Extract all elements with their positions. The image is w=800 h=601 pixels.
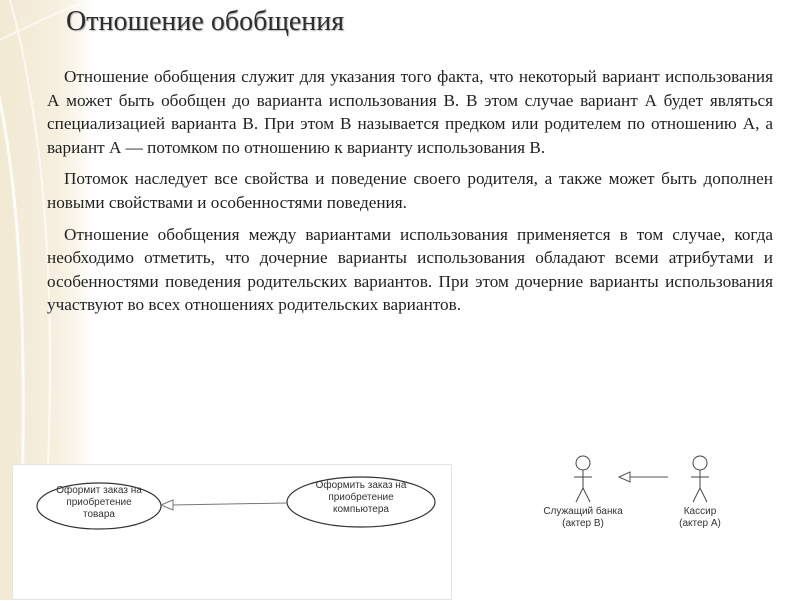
page-title: Отношение обобщения bbox=[66, 6, 345, 37]
child-actor-figure bbox=[691, 456, 709, 502]
actor-generalization-arrowhead bbox=[619, 472, 630, 482]
paragraph-1: Отношение обобщения служит для указания того факта, что некоторый вариант использования А может быть обобщен до варианта использования В. В этом случае вариант А будет являться специализацией варианта В. При этом В называется предком или родителем по отношению А, а вариант А — потомком по отношению к варианту использования В. bbox=[47, 67, 773, 157]
child-actor-role: (актер А) bbox=[679, 518, 721, 529]
paragraph-3: Отношение обобщения между вариантами использования применяется в том случае, когда необходимо отметить, что дочерние варианты использования обладают всеми атрибутами и особенностями поведения родительских вариантов. При этом дочерние варианты использования участвуют во всех отношениях родительских вариантов. bbox=[47, 224, 773, 315]
parent-actor-label bbox=[528, 506, 638, 530]
child-actor-name: Кассир bbox=[683, 506, 717, 517]
parent-actor-role: (актер В) bbox=[562, 518, 604, 529]
parent-use-case-label: Оформит заказ на приобретение товара bbox=[56, 485, 142, 520]
parent-actor-name: Служащий банка bbox=[543, 506, 623, 517]
parent-actor-figure bbox=[574, 456, 592, 502]
child-actor-label bbox=[655, 506, 745, 530]
paragraph-2: Потомок наследует все свойства и поведение своего родителя, а также может быть дополнен новыми свойствами и особенностями поведения. bbox=[47, 169, 773, 212]
child-use-case-label: Оформить заказ на приобретение компьютера bbox=[315, 480, 407, 515]
